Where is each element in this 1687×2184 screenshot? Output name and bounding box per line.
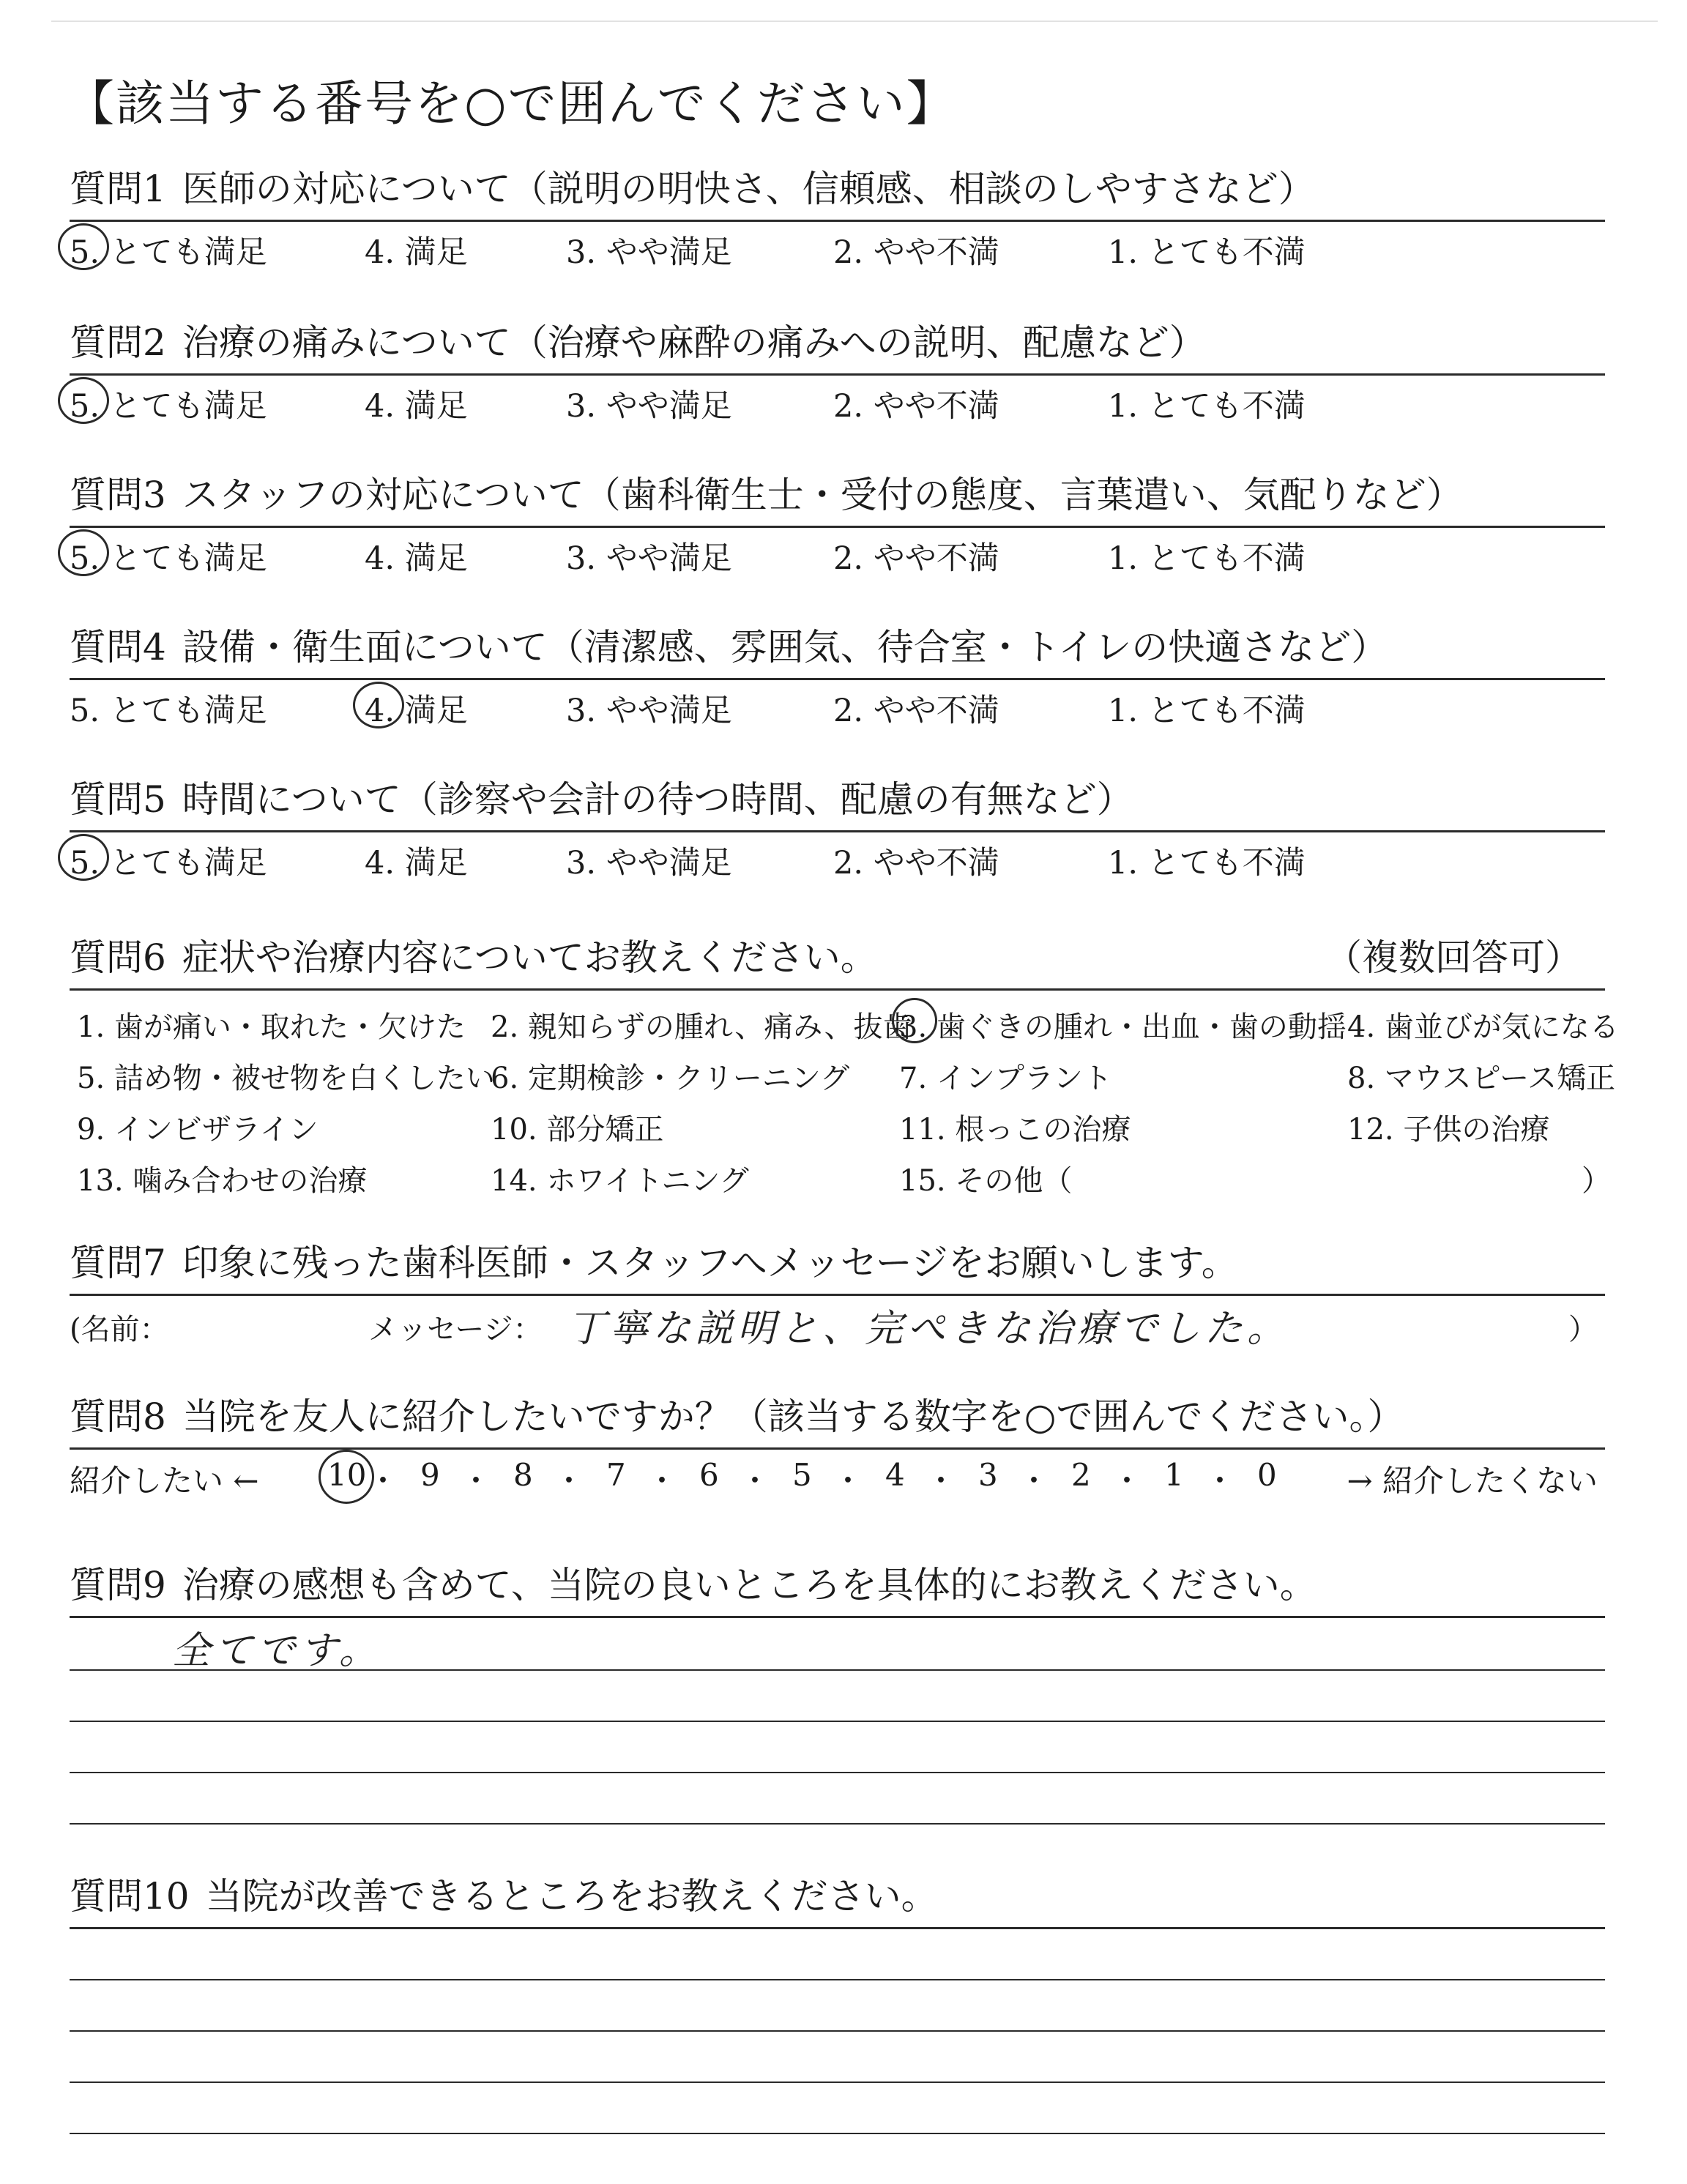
question-9	[70, 1556, 1605, 1874]
question-number: 質問4	[70, 626, 166, 668]
scale-value-3[interactable]: 3	[978, 1457, 998, 1493]
question-number: 質問7	[70, 1242, 166, 1284]
symptom-option-12[interactable]: 12. 子供の治療	[1347, 1113, 1550, 1147]
rating-option-4[interactable]: 4. 満足	[365, 693, 468, 729]
scale-separator: ・	[1204, 1463, 1236, 1499]
rating-option-1[interactable]: 1. とても不満	[1108, 234, 1306, 271]
question-rule	[70, 1927, 1605, 1929]
question-number: 質問9	[70, 1564, 166, 1606]
scale-value-8[interactable]: 8	[513, 1457, 533, 1493]
rating-option-1[interactable]: 1. とても不満	[1108, 388, 1306, 425]
symptom-option-13[interactable]: 13. 噛み合わせの治療	[77, 1164, 368, 1198]
scale-value-9[interactable]: 9	[420, 1457, 440, 1493]
scale-value-0[interactable]: 0	[1257, 1457, 1277, 1493]
rating-option-3[interactable]: 3. やや満足	[566, 540, 732, 577]
question-number: 質問6	[70, 936, 166, 979]
handwritten-message: 丁寧な説明と、完ぺきな治療でした。	[567, 1307, 1290, 1351]
rating-option-1[interactable]: 1. とても不満	[1108, 693, 1306, 729]
symptom-option-5[interactable]: 5. 詰め物・被せ物を白くしたい	[77, 1062, 495, 1095]
rating-option-1[interactable]: 1. とても不満	[1108, 845, 1306, 882]
selection-circle	[58, 834, 109, 881]
question-8	[70, 1387, 1605, 1501]
scale-separator: ・	[368, 1463, 399, 1499]
symptom-option-11[interactable]: 11. 根っこの治療	[899, 1113, 1131, 1147]
symptom-option-2[interactable]: 2. 親知らずの腫れ、痛み、抜歯	[491, 1010, 912, 1044]
question-text: 印象に残った歯科医師・スタッフへメッセージをお願いします。	[182, 1242, 1238, 1284]
scale-separator: ・	[833, 1463, 864, 1499]
question-number: 質問5	[70, 778, 166, 821]
symptom-option-15[interactable]: 15. その他（	[899, 1164, 1073, 1198]
symptom-option-9[interactable]: 9. インビザライン	[77, 1113, 319, 1147]
scale-value-4[interactable]: 4	[885, 1457, 905, 1493]
answer-rule	[70, 1721, 1605, 1722]
rating-option-3[interactable]: 3. やや満足	[566, 693, 732, 729]
scale-separator: ・	[926, 1463, 957, 1499]
symptom-option-10[interactable]: 10. 部分矯正	[491, 1113, 664, 1147]
rating-options	[70, 222, 1605, 273]
recommend-scale	[70, 1450, 1605, 1501]
answer-line	[70, 1618, 1605, 1673]
question-1	[70, 160, 1605, 273]
rating-option-5[interactable]: 5. とても満足	[70, 845, 267, 882]
message-close-paren: ）	[1568, 1313, 1598, 1346]
symptom-option-8[interactable]: 8. マウスピース矯正	[1347, 1062, 1616, 1095]
question-number: 質問2	[70, 321, 166, 364]
question-number: 質問1	[70, 168, 166, 210]
question-text: 当院が改善できるところをお教えください。	[205, 1875, 938, 1917]
answer-rule	[70, 2081, 1605, 2083]
rating-option-3[interactable]: 3. やや満足	[566, 234, 732, 271]
scale-separator: ・	[461, 1463, 492, 1499]
question-3	[70, 466, 1605, 579]
rating-option-5[interactable]: 5. とても満足	[70, 234, 267, 271]
rating-option-1[interactable]: 1. とても不満	[1108, 540, 1306, 577]
symptom-option-1[interactable]: 1. 歯が痛い・取れた・欠けた	[77, 1010, 466, 1044]
rating-option-2[interactable]: 2. やや不満	[833, 540, 999, 577]
rating-options	[70, 832, 1605, 884]
question-4	[70, 618, 1605, 731]
selection-circle	[319, 1450, 374, 1504]
question-text: 治療の痛みについて（治療や麻酔の痛みへの説明、配慮など）	[182, 321, 1206, 364]
selection-circle	[58, 223, 109, 270]
scale-separator: ・	[1018, 1463, 1050, 1499]
rating-option-4[interactable]: 4. 満足	[365, 540, 468, 577]
answer-rule	[70, 2030, 1605, 2032]
message-label: メッセージ：	[368, 1313, 543, 1346]
page-header: 【該当する番号を○で囲んでください】	[66, 75, 956, 132]
rating-option-5[interactable]: 5. とても満足	[70, 540, 267, 577]
rating-option-3[interactable]: 3. やや満足	[566, 845, 732, 882]
scale-separator: ・	[647, 1463, 678, 1499]
scale-left-label: 紹介したい ←	[70, 1463, 259, 1499]
scale-separator: ・	[740, 1463, 771, 1499]
scale-value-1[interactable]: 1	[1164, 1457, 1184, 1493]
message-row	[70, 1296, 1605, 1351]
scale-right-label: → 紹介したくない	[1347, 1463, 1598, 1499]
question-5	[70, 770, 1605, 884]
scale-value-2[interactable]: 2	[1071, 1457, 1091, 1493]
question-6	[70, 928, 1619, 1203]
rating-option-2[interactable]: 2. やや不満	[833, 693, 999, 729]
rating-options	[70, 376, 1605, 427]
symptom-option-14[interactable]: 14. ホワイトニング	[491, 1164, 749, 1198]
question-7	[70, 1234, 1605, 1351]
handwritten-answer: 全てです。	[172, 1629, 381, 1673]
symptom-option-7[interactable]: 7. インプラント	[899, 1062, 1112, 1095]
symptom-option-3[interactable]: 3. 歯ぐきの腫れ・出血・歯の動揺	[899, 1010, 1347, 1044]
multiple-answer-note: （複数回答可）	[1325, 936, 1582, 979]
rating-option-5[interactable]: 5. とても満足	[70, 693, 267, 729]
symptom-option-4[interactable]: 4. 歯並びが気になる	[1347, 1010, 1619, 1044]
symptom-options	[70, 991, 1619, 1203]
answer-rule	[70, 1979, 1605, 1980]
answer-rule	[70, 1772, 1605, 1773]
question-text: 設備・衛生面について（清潔感、雰囲気、待合室・トイレの快適さなど）	[182, 626, 1388, 668]
rating-option-2[interactable]: 2. やや不満	[833, 234, 999, 271]
rating-option-2[interactable]: 2. やや不満	[833, 388, 999, 425]
question-number: 質問10	[70, 1875, 190, 1917]
scale-value-7[interactable]: 7	[606, 1457, 626, 1493]
rating-option-5[interactable]: 5. とても満足	[70, 388, 267, 425]
rating-option-3[interactable]: 3. やや満足	[566, 388, 732, 425]
scale-separator: ・	[554, 1463, 585, 1499]
question-text: 時間について（診察や会計の待つ時間、配慮の有無など）	[182, 778, 1133, 821]
question-10	[70, 1867, 1605, 2184]
other-close-paren: ）	[1582, 1164, 1611, 1198]
rating-option-4[interactable]: 4. 満足	[365, 845, 468, 882]
question-2	[70, 313, 1605, 427]
selection-circle	[58, 377, 109, 424]
selection-circle	[58, 529, 109, 576]
selection-circle	[353, 682, 404, 728]
rating-options	[70, 680, 1605, 731]
top-border	[51, 21, 1658, 22]
rating-option-4[interactable]: 4. 満足	[365, 234, 468, 271]
scale-value-10[interactable]: 10	[327, 1457, 367, 1493]
selection-circle	[892, 998, 937, 1043]
question-text: スタッフの対応について（歯科衛生士・受付の態度、言葉遣い、気配りなど）	[182, 474, 1463, 516]
answer-rule	[70, 2133, 1605, 2134]
answer-rule	[70, 1823, 1605, 1825]
scale-value-6[interactable]: 6	[699, 1457, 719, 1493]
rating-option-2[interactable]: 2. やや不満	[833, 845, 999, 882]
symptom-option-6[interactable]: 6. 定期検診・クリーニング	[491, 1062, 850, 1095]
rating-options	[70, 528, 1605, 579]
rating-option-4[interactable]: 4. 満足	[365, 388, 468, 425]
question-text: 症状や治療内容についてお教えください。	[182, 936, 877, 979]
question-number: 質問3	[70, 474, 166, 516]
question-text: 医師の対応について（説明の明快さ、信頼感、相談のしやすさなど）	[182, 168, 1315, 210]
scale-separator: ・	[1111, 1463, 1143, 1499]
name-label: (名前：	[70, 1313, 169, 1346]
question-text: 治療の感想も含めて、当院の良いところを具体的にお教えください。	[182, 1564, 1317, 1606]
question-number: 質問8	[70, 1395, 166, 1438]
question-text: 当院を友人に紹介したいですか？（該当する数字を○で囲んでください。）	[182, 1395, 1404, 1438]
scale-value-5[interactable]: 5	[792, 1457, 812, 1493]
